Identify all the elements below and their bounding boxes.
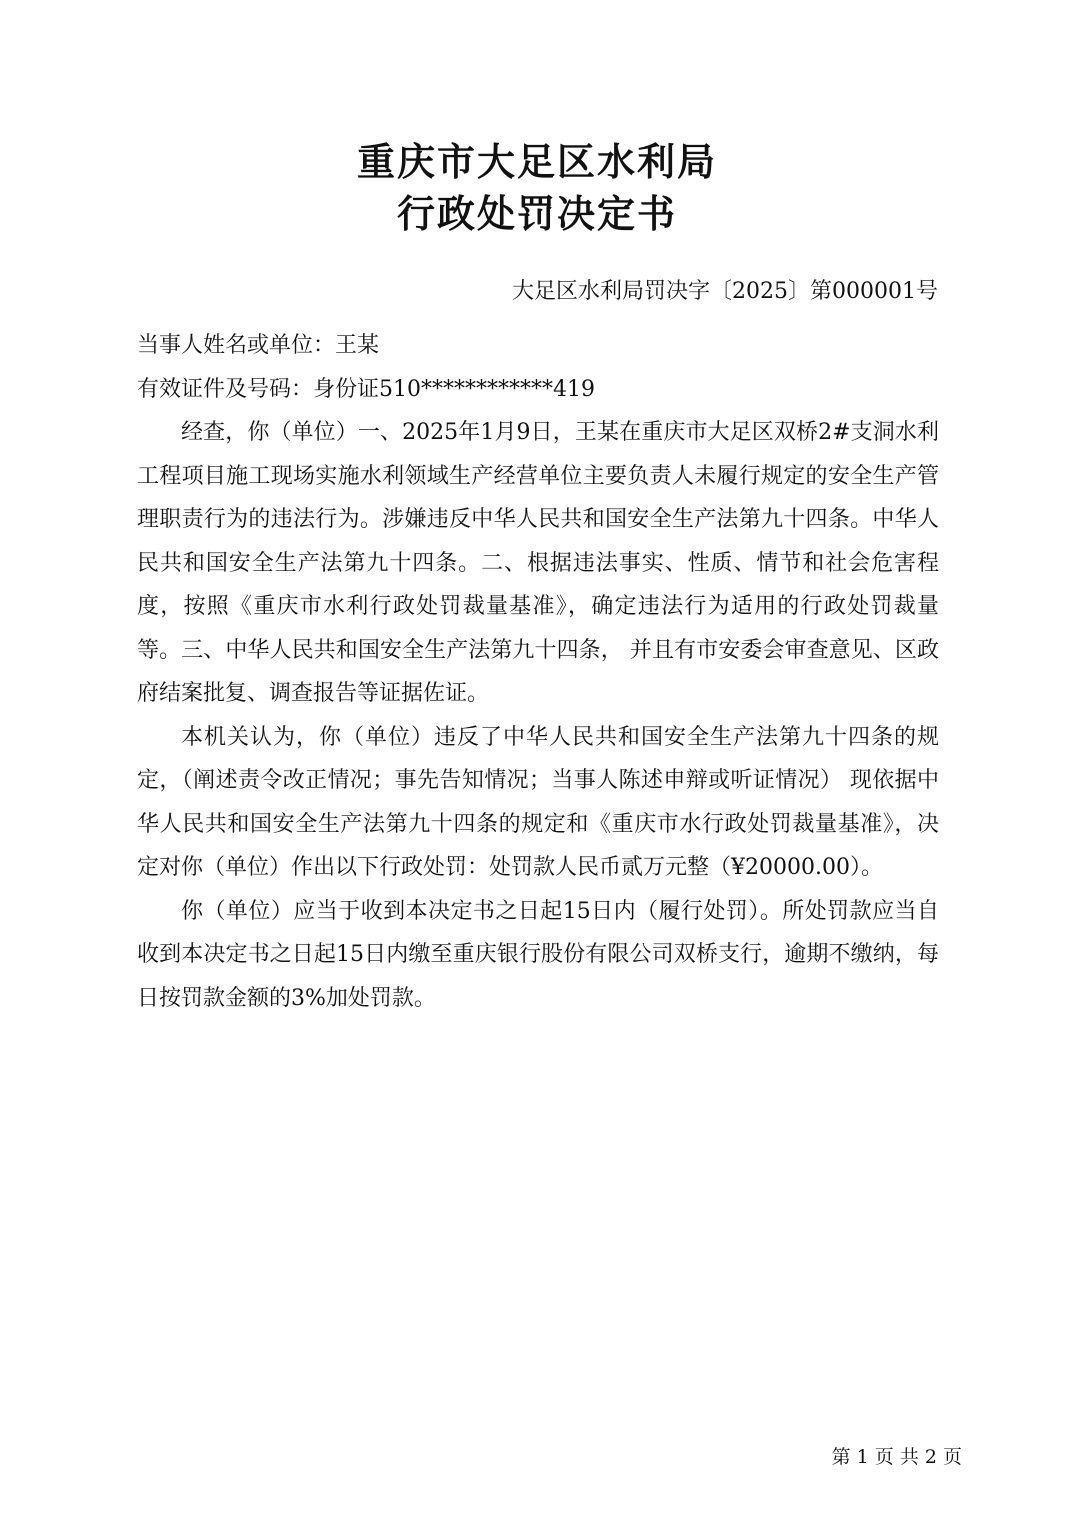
party-name: 当事人姓名或单位：王某 <box>137 333 380 358</box>
document-body <box>137 324 939 1020</box>
title-document-type: 行政处罚决定书 <box>396 191 677 236</box>
paragraph-decision: 本机关认为，你（单位）违反了中华人民共和国安全生产法第九十四条的规定，（阐述责令改正情况；事先告知情况；当事人陈述申辩或听证情况） 现依据中华人民共和国安全生产法第九十四条的规定和《重庆市水行政处罚裁量基准》，决定对你（单位）作出以下行政处罚：处罚款人民币贰万元整（¥20000.00）。 <box>137 724 939 880</box>
paragraph-findings: 经查，你（单位）一、2025年1月9日，王某在重庆市大足区双桥2#支洞水利工程项目施工现场实施水利领域生产经营单位主要负责人未履行规定的安全生产管理职责行为的违法行为。涉嫌违反中华人民共和国安全生产法第九十四条。中华人民共和国安全生产法第九十四条。二、根据违法事实、性质、情节和社会危害程度，按照《重庆市水利行政处罚裁量基准》，确定违法行为适用的行政处罚裁量等。三、中华人民共和国安全生产法第九十四条， 并且有市安委会审查意见、区政府结案批复、调查报告等证据佐证。 <box>137 420 939 706</box>
document-number: 大足区水利局罚决字〔2025〕第000001号 <box>512 279 938 304</box>
document-title <box>0 136 1074 240</box>
page-number: 第 1 页 共 2 页 <box>831 1446 962 1468</box>
paragraph-payment: 你（单位）应当于收到本决定书之日起15日内（履行处罚）。所处罚款应当自收到本决定书之日起15日内缴至重庆银行股份有限公司双桥支行，逾期不缴纳，每日按罚款金额的3%加处罚款。 <box>137 898 939 1011</box>
party-id: 有效证件及号码：身份证510************419 <box>137 376 595 402</box>
title-authority: 重庆市大足区水利局 <box>356 139 717 184</box>
